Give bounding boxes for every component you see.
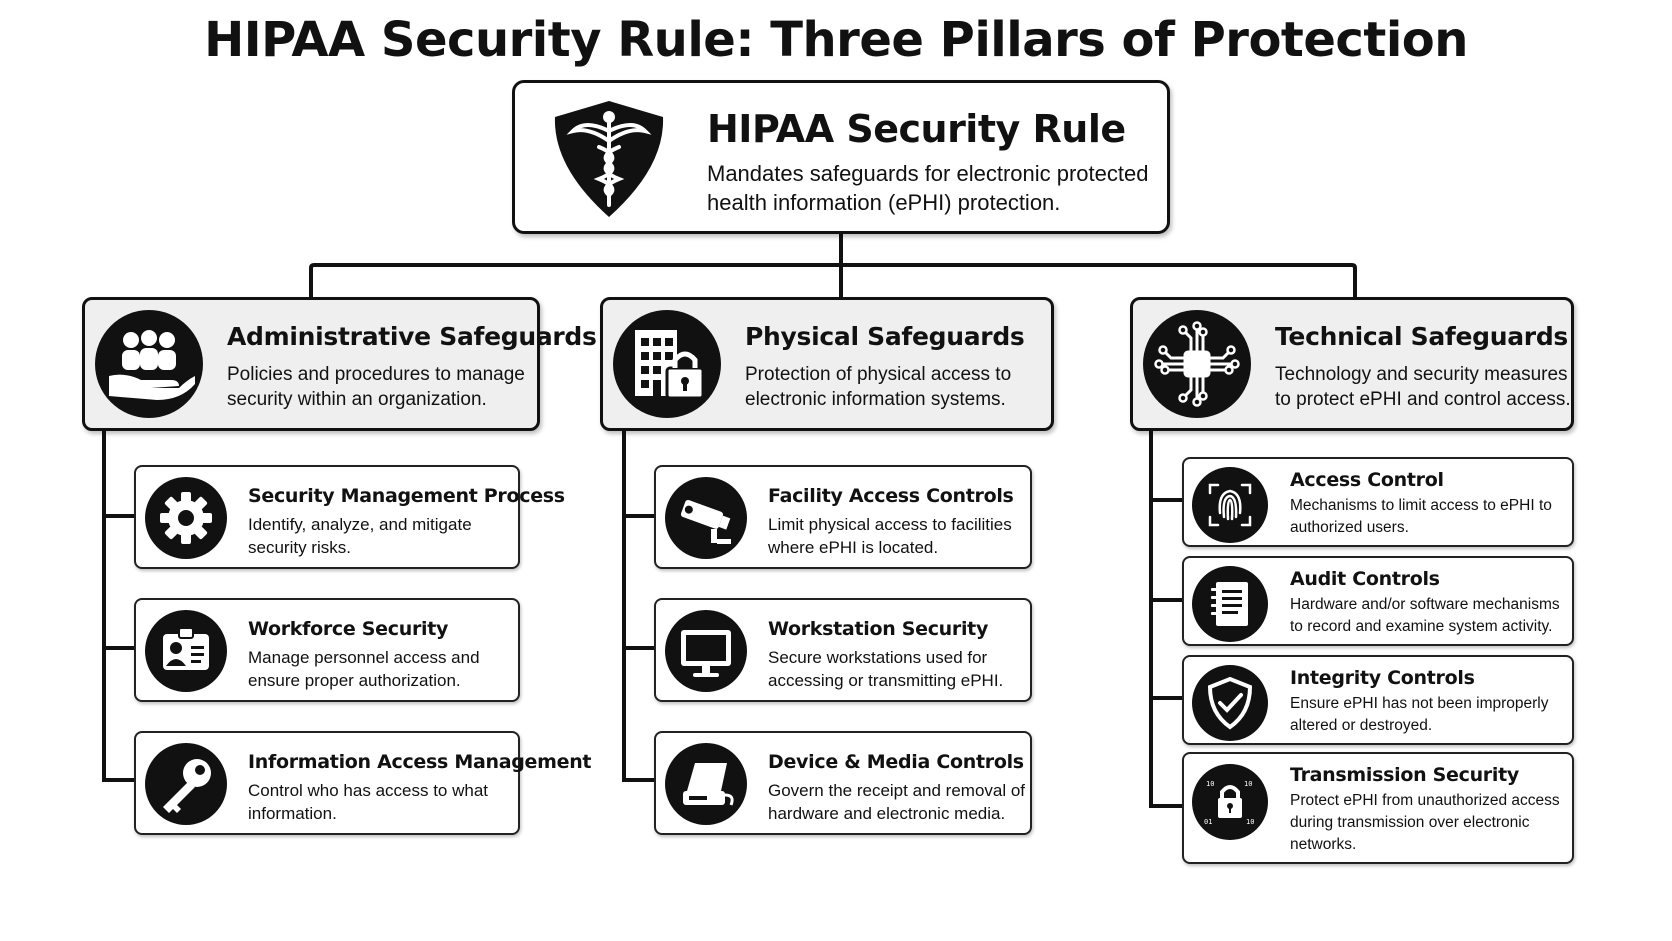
item-title: Workforce Security [248,618,449,640]
item-title: Facility Access Controls [768,485,1014,507]
item-title: Transmission Security [1290,764,1519,786]
binary-lock-icon [1192,764,1268,840]
root-node [512,80,1170,234]
item-description: Secure workstations used for accessing or transmitting ePHI. [768,648,1004,690]
item-description: Govern the receipt and removal of hardware and electronic media. [768,781,1026,823]
item-device-media-controls [654,731,1032,835]
item-description: Hardware and/or software mechanisms to record and examine system activity. [1290,596,1560,635]
item-transmission-security [1182,752,1574,864]
item-title: Workstation Security [768,618,989,640]
pillar-physical [600,297,1054,431]
building-lock-icon [613,310,721,418]
item-audit-controls [1182,556,1574,646]
item-description: Ensure ePHI has not been improperly altered or destroyed. [1290,695,1549,734]
id-badge-icon [145,610,227,692]
circuit-chip-icon [1143,310,1251,418]
gear-icon [145,477,227,559]
item-description: Limit physical access to facilities where ePHI is located. [768,515,1012,557]
svg-text:10: 10 [1244,780,1253,788]
item-integrity-controls [1182,655,1574,745]
item-title: Security Management Process [248,485,565,507]
caduceus-shield-icon [545,97,673,221]
key-icon [145,743,227,825]
item-title: Integrity Controls [1290,667,1475,689]
item-title: Device & Media Controls [768,751,1024,773]
item-description: Manage personnel access and ensure proper authorization. [248,648,480,690]
svg-text:01: 01 [1204,818,1213,826]
pillar-title: Physical Safeguards [745,322,1025,351]
item-description: Mechanisms to limit access to ePHI to authorized users. [1290,497,1552,536]
fingerprint-icon [1192,467,1268,543]
pillar-description: Protection of physical access to electronic information systems. [745,364,1012,410]
item-workforce-security [134,598,520,702]
item-security-management-process [134,465,565,569]
pillar-title: Administrative Safeguards [227,322,597,351]
item-workstation-security [654,598,1032,702]
monitor-icon [665,610,747,692]
svg-text:10: 10 [1246,818,1255,826]
svg-text:10: 10 [1206,780,1215,788]
item-access-control [1182,457,1574,547]
pillar-title: Technical Safeguards [1275,322,1569,351]
item-title: Information Access Management [248,751,592,773]
item-description: Control who has access to what information. [248,781,489,823]
item-title: Access Control [1290,469,1444,491]
item-description: Identify, analyze, and mitigate security risks. [248,515,472,557]
shield-check-icon [1192,665,1268,741]
item-information-access-management [134,731,592,835]
pillar-description: Technology and security measures to protect ePHI and control access. [1275,364,1571,410]
item-facility-access-controls [654,465,1032,569]
pillar-technical [1130,297,1574,431]
root-description: Mandates safeguards for electronic protected health information (ePHI) protection. [707,161,1149,215]
diagram-title: HIPAA Security Rule: Three Pillars of Protection [204,12,1468,68]
root-title: HIPAA Security Rule [707,107,1126,151]
security-camera-icon [665,477,747,559]
notebook-icon [1192,566,1268,642]
pillar-administrative [82,297,597,431]
hard-drive-icon [665,743,747,825]
team-hands-icon [95,310,203,418]
item-title: Audit Controls [1290,568,1440,590]
item-description: Protect ePHI from unauthorized access during transmission over electronic networks. [1290,792,1560,853]
pillar-description: Policies and procedures to manage security within an organization. [227,364,525,410]
